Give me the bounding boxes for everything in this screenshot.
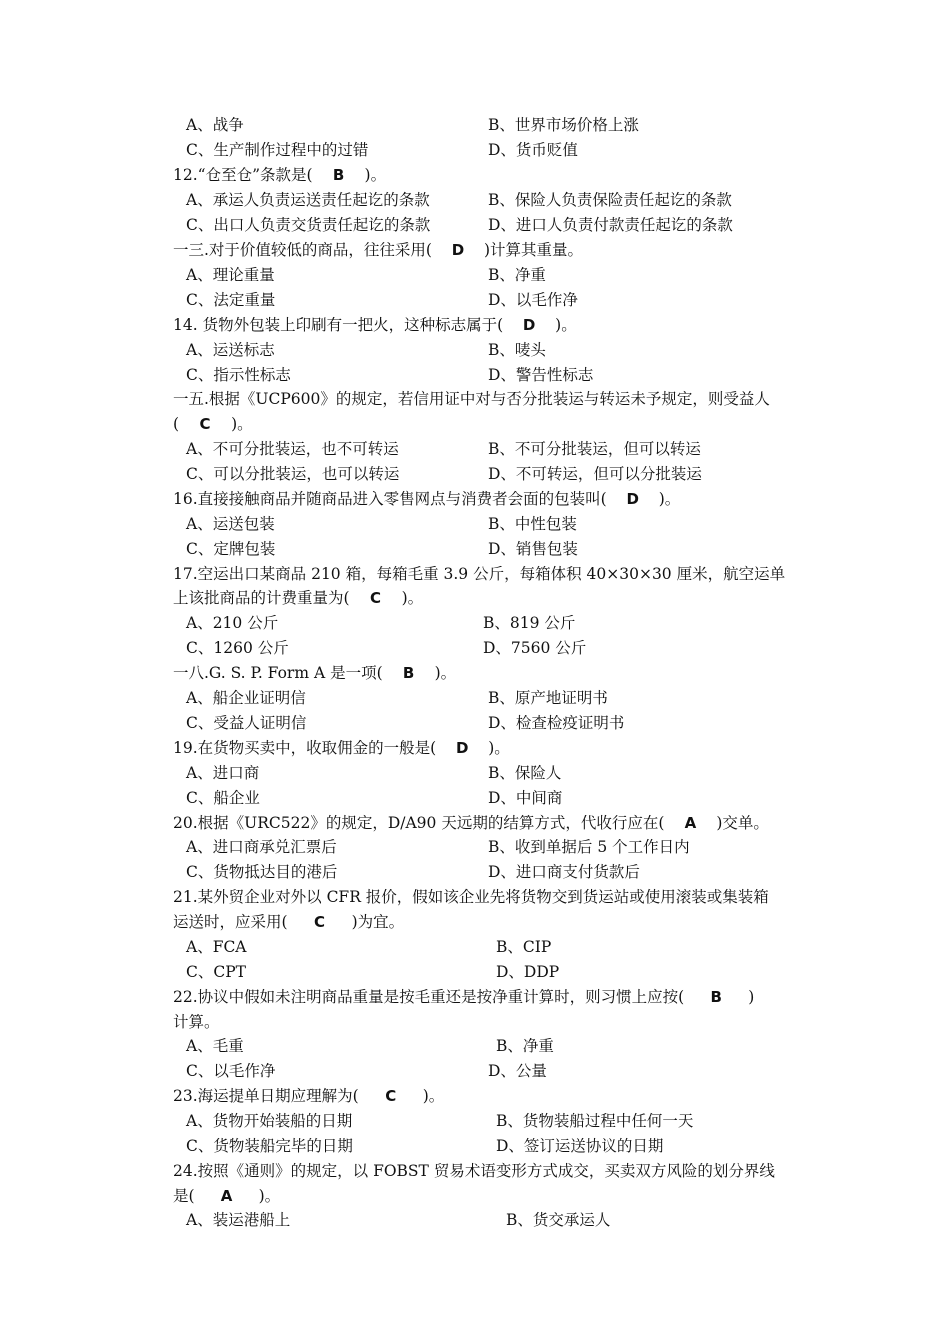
q13-option-d: D、以毛作净 — [488, 291, 578, 309]
q13-option-a: A、理论重量 — [186, 266, 275, 284]
q15-option-b: B、不可分批装运，但可以转运 — [488, 440, 701, 458]
q14-question: 14. 货物外包装上印刷有一把火，这种标志属于( D )。 — [173, 313, 577, 338]
q19-option-c: C、船企业 — [186, 789, 260, 807]
q15-question-line-1: 一五.根据《UCP600》的规定，若信用证中对与否分批装运与转运未予规定，则受益人 — [173, 390, 770, 408]
q20-question: 20.根据《URC522》的规定，D/A90 天远期的结算方式，代收行应在( A )交单。 — [173, 811, 769, 836]
q13-question: 一三.对于价值较低的商品，往往采用( D )计算其重量。 — [173, 238, 583, 263]
q21-option-b: B、CIP — [496, 938, 552, 956]
q16-question: 16.直接接触商品并随商品进入零售网点与消费者会面的包装叫( D )。 — [173, 487, 680, 512]
q22-question-line-2: 计算。 — [173, 1013, 220, 1031]
q19-option-d: D、中间商 — [488, 789, 563, 807]
q11-option-b: B、世界市场价格上涨 — [488, 116, 639, 134]
q13-option-b: B、净重 — [488, 266, 546, 284]
q11-option-c: C、生产制作过程中的过错 — [186, 141, 369, 159]
q11-option-a: A、战争 — [186, 116, 244, 134]
q18-option-b: B、原产地证明书 — [488, 689, 608, 707]
q15-option-a: A、不可分批装运，也不可转运 — [186, 440, 399, 458]
q22-option-c: C、以毛作净 — [186, 1062, 276, 1080]
q16-option-a: A、运送包装 — [186, 515, 275, 533]
q16-answer: D — [626, 490, 639, 508]
q15-option-d: D、不可转运，但可以分批装运 — [488, 465, 702, 483]
q18-option-a: A、船企业证明信 — [186, 689, 306, 707]
q24-option-b: B、货交承运人 — [506, 1211, 611, 1229]
q24-question-line-2: 是( A )。 — [173, 1184, 280, 1209]
q23-option-b: B、货物装船过程中任何一天 — [496, 1112, 694, 1130]
q15-option-c: C、可以分批装运，也可以转运 — [186, 465, 400, 483]
q20-option-b: B、收到单据后 5 个工作日内 — [488, 838, 690, 856]
q14-option-d: D、警告性标志 — [488, 366, 594, 384]
q12-option-c: C、出口人负责交货责任起讫的条款 — [186, 216, 431, 234]
q21-option-d: D、DDP — [496, 963, 560, 981]
q17-option-d: D、7560 公斤 — [483, 639, 587, 657]
q18-option-c: C、受益人证明信 — [186, 714, 307, 732]
q24-question-line-1: 24.按照《通则》的规定，以 FOBST 贸易术语变形方式成交，买卖双方风险的划分界线 — [173, 1162, 775, 1180]
q12-option-b: B、保险人负责保险责任起讫的条款 — [488, 191, 732, 209]
q19-answer: D — [455, 739, 469, 757]
q19-option-b: B、保险人 — [488, 764, 562, 782]
q17-answer: C — [370, 589, 382, 607]
q16-option-d: D、销售包装 — [488, 540, 578, 558]
q23-question: 23.海运提单日期应理解为( C )。 — [173, 1084, 444, 1109]
q18-answer: B — [402, 664, 415, 682]
q11-option-d: D、货币贬值 — [488, 141, 578, 159]
q17-question-line-1: 17.空运出口某商品 210 箱，每箱毛重 3.9 公斤，每箱体积 40×30×30 厘米，航空运单 — [173, 565, 786, 583]
q23-answer: C — [385, 1087, 397, 1105]
q18-option-d: D、检查检疫证明书 — [488, 714, 625, 732]
q19-option-a: A、进口商 — [186, 764, 260, 782]
q20-option-c: C、货物抵达目的港后 — [186, 863, 338, 881]
q22-answer: B — [710, 988, 722, 1006]
q13-option-c: C、法定重量 — [186, 291, 276, 309]
q19-question: 19.在货物买卖中，收取佣金的一般是( D )。 — [173, 736, 510, 761]
q23-option-d: D、签订运送协议的日期 — [496, 1137, 664, 1155]
q17-question-line-2: 上该批商品的计费重量为( C )。 — [173, 586, 423, 611]
q14-option-b: B、唛头 — [488, 341, 546, 359]
q23-option-a: A、货物开始装船的日期 — [186, 1112, 353, 1130]
q22-option-d: D、公量 — [488, 1062, 547, 1080]
q18-question: 一八.G. S. P. Form A 是一项( B )。 — [173, 661, 456, 686]
q17-option-c: C、1260 公斤 — [186, 639, 289, 657]
q15-answer: C — [199, 415, 211, 433]
q21-option-a: A、FCA — [186, 938, 247, 956]
q21-question-line-1: 21.某外贸企业对外以 CFR 报价，假如该企业先将货物交到货运站或使用滚装或集装箱 — [173, 888, 769, 906]
q12-answer: B — [332, 166, 345, 184]
q12-option-a: A、承运人负责运送责任起讫的条款 — [186, 191, 430, 209]
q17-option-b: B、819 公斤 — [483, 614, 576, 632]
q21-answer: C — [314, 913, 326, 931]
q17-option-a: A、210 公斤 — [186, 614, 279, 632]
q12-option-d: D、进口人负责付款责任起讫的条款 — [488, 216, 733, 234]
q13-answer: D — [451, 241, 465, 259]
q16-option-c: C、定牌包装 — [186, 540, 276, 558]
q12-question: 12.“仓至仓”条款是( B )。 — [173, 163, 386, 188]
q24-option-a: A、装运港船上 — [186, 1211, 291, 1229]
q15-question-line-2: ( C )。 — [173, 412, 253, 437]
q22-question-line-1: 22.协议中假如未注明商品重量是按毛重还是按净重计算时，则习惯上应按( B ) — [173, 985, 754, 1010]
q14-answer: D — [522, 316, 536, 334]
q23-option-c: C、货物装船完毕的日期 — [186, 1137, 353, 1155]
q22-option-b: B、净重 — [496, 1037, 554, 1055]
q22-option-a: A、毛重 — [186, 1037, 244, 1055]
q20-option-d: D、进口商支付货款后 — [488, 863, 640, 881]
q24-answer: A — [220, 1187, 233, 1205]
q21-option-c: C、CPT — [186, 963, 246, 981]
q14-option-a: A、运送标志 — [186, 341, 275, 359]
q16-option-b: B、中性包装 — [488, 515, 577, 533]
q14-option-c: C、指示性标志 — [186, 366, 291, 384]
q20-answer: A — [684, 814, 697, 832]
q20-option-a: A、进口商承兑汇票后 — [186, 838, 337, 856]
q21-question-line-2: 运送时，应采用( C )为宜。 — [173, 910, 404, 935]
